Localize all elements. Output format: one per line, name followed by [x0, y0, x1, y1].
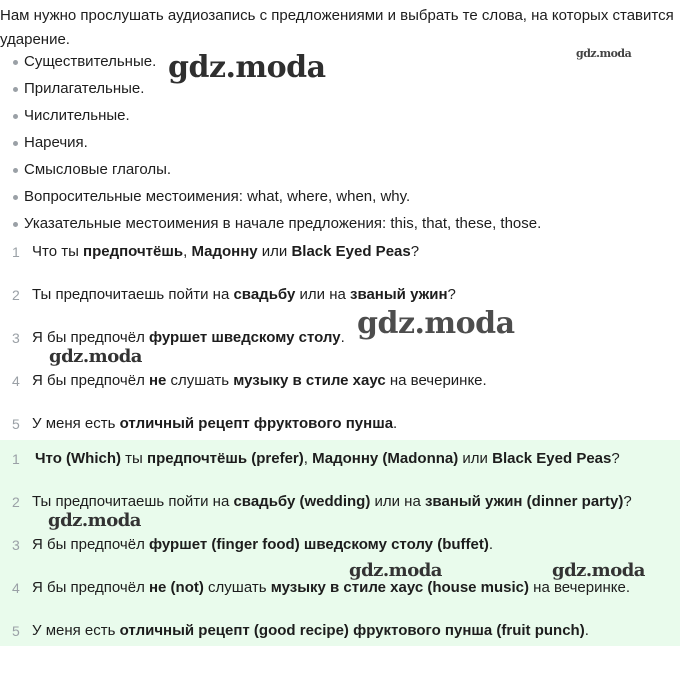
translation-text	[32, 576, 630, 600]
sentence-row: 3 Я бы предпочёл фуршет шведскому столу.	[0, 326, 680, 350]
bullet-dot-icon	[13, 87, 18, 92]
sentence-row: 2 Ты предпочитаешь пойти на свадьбу или на званый ужин?	[0, 283, 680, 307]
translation-row: 3 Я бы предпочёл фуршет (finger food) шведскому столу (buffet).	[0, 533, 680, 557]
sentence-fragment: или	[458, 450, 493, 467]
stressed-word: званый ужин (dinner party)	[424, 493, 624, 510]
sentence-fragment: .	[488, 536, 494, 553]
sentence-fragment: .	[340, 329, 345, 346]
watermark: gdz.moda	[49, 346, 142, 367]
sentence-fragment: Я бы предпочёл	[32, 579, 149, 596]
sentence-fragment: ,	[183, 243, 192, 260]
sentence-fragment: .	[584, 622, 589, 639]
sentence-fragment: на вечеринке.	[529, 579, 631, 596]
watermark: gdz.moda	[357, 306, 515, 341]
translation-text	[32, 619, 589, 643]
watermark: gdz.moda	[48, 510, 141, 531]
bullet-dot-icon	[13, 141, 18, 146]
watermark: gdz.moda	[349, 560, 442, 581]
bullet-dot-icon	[13, 114, 18, 119]
translation-row: 2 Ты предпочитаешь пойти на свадьбу (wedding) или на званый ужин (dinner party)?	[0, 490, 680, 514]
sentence-fragment: Что ты	[32, 243, 84, 260]
sentence-fragment: У меня есть	[32, 415, 120, 432]
stressed-word: Мадонну (Madonna)	[312, 450, 459, 467]
sentence-fragment: У меня есть	[32, 622, 120, 639]
watermark: gdz.moda	[576, 47, 632, 60]
sentence-fragment: слушать	[203, 579, 271, 596]
sentence-fragment: на вечеринке.	[385, 372, 487, 389]
translation-row: 5 У меня есть отличный рецепт (good recipe) фруктового пунша (fruit punch).	[0, 619, 680, 643]
stressed-word: Мадонну	[191, 243, 258, 260]
stressed-word: отличный рецепт (good recipe)	[119, 622, 349, 639]
watermark: gdz.moda	[168, 50, 326, 85]
sentence-text	[32, 240, 419, 264]
bullet-dot-icon	[13, 222, 18, 227]
translation-row: 1 Что (Which) ты предпочтёшь (prefer), Мадонну (Madonna) или Black Eyed Peas?	[0, 447, 680, 471]
stressed-word: свадьбу	[233, 286, 296, 303]
sentence-fragment: или на	[370, 493, 425, 510]
sentence-text	[32, 283, 456, 307]
sentence-fragment: Я бы предпочёл	[32, 329, 149, 346]
sentence-fragment: или на	[295, 286, 350, 303]
stressed-word: предпочтёшь (prefer)	[147, 450, 304, 467]
stressed-word: свадьбу (wedding)	[233, 493, 371, 510]
sentence-fragment: ?	[410, 243, 420, 260]
sentence-fragment: Я бы предпочёл	[32, 372, 149, 389]
stressed-word: не	[148, 372, 167, 389]
stressed-word: отличный рецепт фруктового пунша	[119, 415, 394, 432]
stressed-word: фуршет (finger food)	[148, 536, 300, 553]
sentence-fragment: слушать	[166, 372, 234, 389]
sentence-fragment: ?	[611, 450, 620, 467]
bullet-dot-icon	[13, 60, 18, 65]
watermark: gdz.moda	[552, 560, 645, 581]
sentence-text	[32, 369, 487, 393]
sentence-fragment: ?	[623, 493, 632, 510]
stressed-word: шведскому столу (buffet)	[303, 536, 489, 553]
translation-text	[32, 533, 493, 557]
stressed-word: Black Eyed Peas	[492, 450, 612, 467]
sentence-fragment: Ты предпочитаешь пойти на	[32, 493, 234, 510]
sentence-row: 4 Я бы предпочёл не слушать музыку в стиле хаус на вечеринке.	[0, 369, 680, 393]
bullet-dot-icon	[13, 168, 18, 173]
sentence-text	[32, 412, 397, 436]
sentence-row: 5 У меня есть отличный рецепт фруктового пунша.	[0, 412, 680, 436]
sentence-fragment: ты	[121, 450, 148, 467]
sentence-fragment: или	[257, 243, 292, 260]
sentence-row: 1 Что ты предпочтёшь, Мадонну или Black Eyed Peas?	[0, 240, 680, 264]
stressed-word: фуршет шведскому столу	[148, 329, 341, 346]
stressed-word: предпочтёшь	[83, 243, 184, 260]
stressed-word: музыку в стиле хаус	[233, 372, 386, 389]
sentence-fragment: ?	[447, 286, 456, 303]
translation-text	[35, 447, 620, 471]
stressed-word: Black Eyed Peas	[291, 243, 411, 260]
stressed-word: Что (Which)	[35, 450, 122, 467]
stressed-word: музыку в стиле хаус (house music)	[270, 579, 530, 596]
sentence-fragment: Я бы предпочёл	[32, 536, 149, 553]
task-intro: Нам нужно прослушать аудиозапись с предложениями и выбрать те слова, на которых ставится ударение.	[0, 7, 674, 48]
sentence-fragment: ,	[303, 450, 313, 467]
sentence-fragment: Ты предпочитаешь пойти на	[32, 286, 234, 303]
stressed-word: фруктового пунша (fruit punch)	[353, 622, 585, 639]
translation-row: 4 Я бы предпочёл не (not) слушать музыку в стиле хаус (house music) на вечеринке.	[0, 576, 680, 600]
sentence-fragment: .	[393, 415, 398, 432]
stressed-word: званый ужин	[349, 286, 448, 303]
stressed-word: не (not)	[148, 579, 204, 596]
bullet-dot-icon	[13, 195, 18, 200]
